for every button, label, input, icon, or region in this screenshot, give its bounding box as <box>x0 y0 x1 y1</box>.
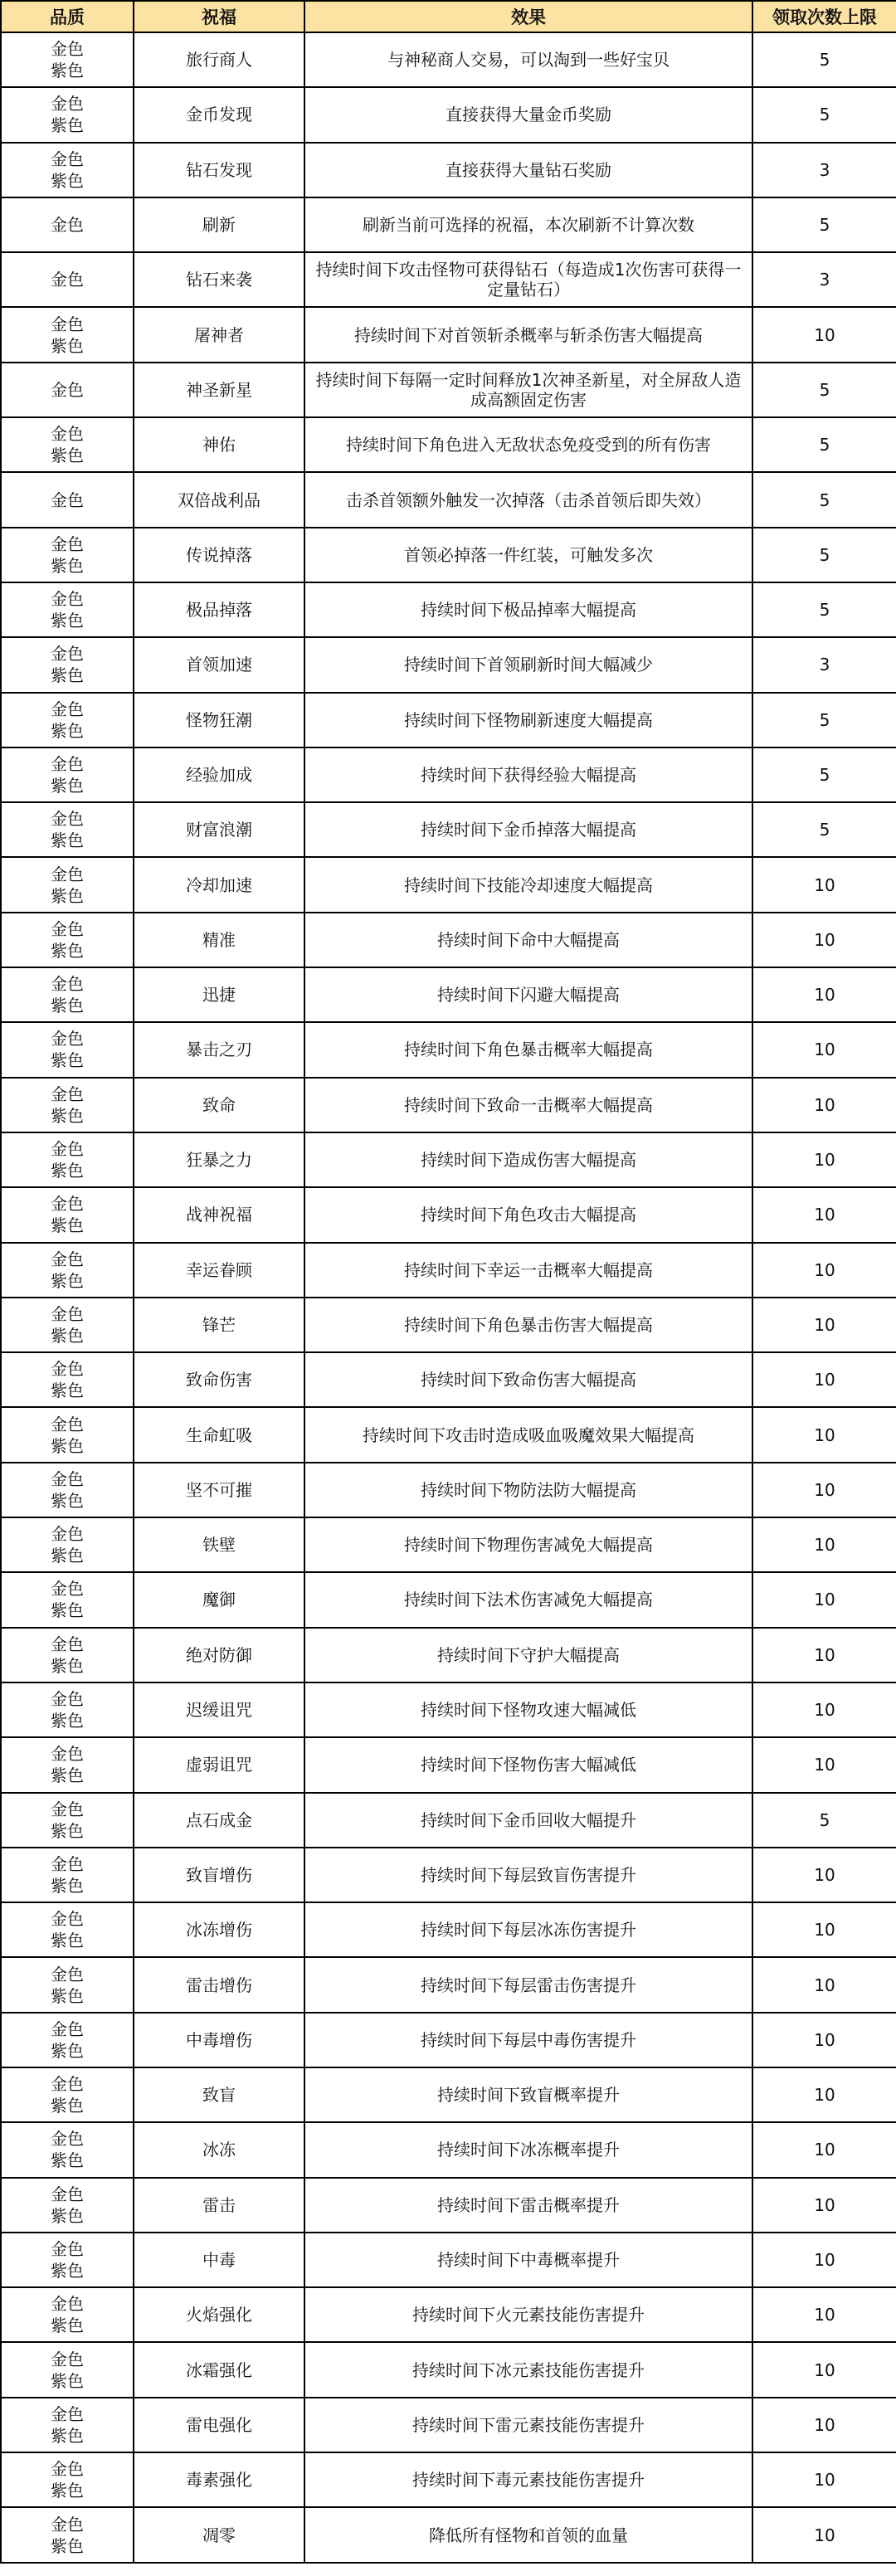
grade-cell: 金色 紫色 <box>1 417 134 472</box>
grade-cell: 金色 紫色 <box>1 637 134 692</box>
effect-cell: 持续时间下雷击概率提升 <box>304 2178 752 2233</box>
effect-cell: 持续时间下法术伤害减免大幅提高 <box>304 1572 752 1627</box>
limit-cell: 5 <box>752 528 896 582</box>
effect-cell: 持续时间下致命伤害大幅提高 <box>304 1352 752 1407</box>
effect-cell: 持续时间下毒元素技能伤害提升 <box>304 2452 752 2507</box>
effect-cell: 持续时间下攻击怪物可获得钻石（每造成1次伤害可获得一定量钻石） <box>304 252 752 307</box>
limit-cell: 5 <box>752 582 896 637</box>
grade-cell: 金色 紫色 <box>1 1957 134 2012</box>
table-row <box>1 2342 896 2397</box>
table-row <box>1 1407 896 1462</box>
grade-cell: 金色 紫色 <box>1 1407 134 1462</box>
limit-cell: 10 <box>752 1078 896 1132</box>
blessing-name-cell: 冰冻增伤 <box>134 1902 304 1957</box>
grade-cell: 金色 紫色 <box>1 802 134 857</box>
blessing-name-cell: 铁壁 <box>134 1517 304 1572</box>
table-row <box>1 32 896 87</box>
grade-cell: 金色 紫色 <box>1 2452 134 2507</box>
blessing-name-cell: 神圣新星 <box>134 363 304 417</box>
limit-cell: 10 <box>752 2233 896 2287</box>
blessing-name-cell: 极品掉落 <box>134 582 304 637</box>
effect-cell: 持续时间下角色进入无敌状态免疫受到的所有伤害 <box>304 417 752 472</box>
blessing-name-cell: 幸运眷顾 <box>134 1243 304 1298</box>
table-row <box>1 1187 896 1242</box>
blessing-name-cell: 财富浪潮 <box>134 802 304 857</box>
limit-cell: 10 <box>752 1737 896 1792</box>
table-row <box>1 1132 896 1187</box>
limit-cell: 10 <box>752 967 896 1022</box>
blessing-name-cell: 致命伤害 <box>134 1352 304 1407</box>
grade-cell: 金色 <box>1 252 134 307</box>
limit-cell: 10 <box>752 2507 896 2562</box>
effect-cell: 持续时间下金币掉落大幅提高 <box>304 802 752 857</box>
table-row <box>1 582 896 637</box>
table-row <box>1 143 896 197</box>
blessing-name-cell: 迟缓诅咒 <box>134 1682 304 1737</box>
table-row <box>1 2233 896 2287</box>
table-row <box>1 1517 896 1572</box>
grade-cell: 金色 紫色 <box>1 1022 134 1077</box>
blessing-name-cell: 传说掉落 <box>134 528 304 582</box>
effect-cell: 持续时间下幸运一击概率大幅提高 <box>304 1243 752 1298</box>
blessing-name-cell: 神佑 <box>134 417 304 472</box>
limit-cell: 3 <box>752 252 896 307</box>
table-row <box>1 747 896 802</box>
blessing-name-cell: 毒素强化 <box>134 2452 304 2507</box>
effect-cell: 持续时间下对首领斩杀概率与斩杀伤害大幅提高 <box>304 307 752 362</box>
limit-cell: 5 <box>752 32 896 87</box>
table-row <box>1 1022 896 1077</box>
table-row <box>1 637 896 692</box>
blessing-name-cell: 怪物狂潮 <box>134 693 304 747</box>
grade-cell: 金色 紫色 <box>1 1517 134 1572</box>
effect-cell: 击杀首领额外触发一次掉落（击杀首领后即失效） <box>304 472 752 527</box>
table-row <box>1 1298 896 1352</box>
blessing-name-cell: 生命虹吸 <box>134 1407 304 1462</box>
limit-cell: 5 <box>752 472 896 527</box>
table-row <box>1 1078 896 1132</box>
table-row <box>1 1243 896 1298</box>
limit-cell: 10 <box>752 2342 896 2397</box>
limit-cell: 10 <box>752 857 896 912</box>
grade-cell: 金色 紫色 <box>1 528 134 582</box>
header-grade: 品质 <box>1 1 134 32</box>
header-blessing: 祝福 <box>134 1 304 32</box>
grade-cell: 金色 紫色 <box>1 1572 134 1627</box>
blessing-name-cell: 冷却加速 <box>134 857 304 912</box>
effect-cell: 持续时间下命中大幅提高 <box>304 913 752 967</box>
grade-cell: 金色 紫色 <box>1 1737 134 1792</box>
limit-cell: 10 <box>752 1628 896 1682</box>
grade-cell: 金色 紫色 <box>1 1352 134 1407</box>
grade-cell: 金色 紫色 <box>1 693 134 747</box>
blessing-name-cell: 双倍战利品 <box>134 472 304 527</box>
effect-cell: 持续时间下获得经验大幅提高 <box>304 747 752 802</box>
limit-cell: 10 <box>752 2013 896 2067</box>
table-row <box>1 802 896 857</box>
blessing-name-cell: 虚弱诅咒 <box>134 1737 304 1792</box>
effect-cell: 持续时间下造成伤害大幅提高 <box>304 1132 752 1187</box>
grade-cell: 金色 紫色 <box>1 2398 134 2452</box>
limit-cell: 10 <box>752 2067 896 2122</box>
grade-cell: 金色 <box>1 472 134 527</box>
blessing-name-cell: 致命 <box>134 1078 304 1132</box>
table-row <box>1 197 896 252</box>
grade-cell: 金色 <box>1 197 134 252</box>
table-row <box>1 1848 896 1902</box>
blessing-name-cell: 中毒增伤 <box>134 2013 304 2067</box>
effect-cell: 降低所有怪物和首领的血量 <box>304 2507 752 2562</box>
limit-cell: 10 <box>752 2452 896 2507</box>
table-row <box>1 2013 896 2067</box>
grade-cell: 金色 紫色 <box>1 307 134 362</box>
blessing-name-cell: 战神祝福 <box>134 1187 304 1242</box>
table-row <box>1 472 896 527</box>
grade-cell: 金色 紫色 <box>1 857 134 912</box>
blessing-name-cell: 精准 <box>134 913 304 967</box>
table-row <box>1 967 896 1022</box>
blessing-name-cell: 火焰强化 <box>134 2287 304 2342</box>
header-limit: 领取次数上限 <box>752 1 896 32</box>
table-row <box>1 252 896 307</box>
effect-cell: 与神秘商人交易，可以淘到一些好宝贝 <box>304 32 752 87</box>
blessing-name-cell: 刷新 <box>134 197 304 252</box>
effect-cell: 持续时间下角色暴击概率大幅提高 <box>304 1022 752 1077</box>
grade-cell: 金色 紫色 <box>1 913 134 967</box>
limit-cell: 10 <box>752 1352 896 1407</box>
effect-cell: 直接获得大量金币奖励 <box>304 87 752 142</box>
table-row <box>1 913 896 967</box>
effect-cell: 持续时间下金币回收大幅提升 <box>304 1793 752 1848</box>
limit-cell: 10 <box>752 2178 896 2233</box>
grade-cell: 金色 紫色 <box>1 582 134 637</box>
table-row <box>1 2122 896 2177</box>
blessing-name-cell: 致盲增伤 <box>134 1848 304 1902</box>
effect-cell: 持续时间下每层雷击伤害提升 <box>304 1957 752 2012</box>
effect-cell: 首领必掉落一件红装，可触发多次 <box>304 528 752 582</box>
table-row <box>1 1352 896 1407</box>
effect-cell: 持续时间下致盲概率提升 <box>304 2067 752 2122</box>
blessing-name-cell: 致盲 <box>134 2067 304 2122</box>
table-row <box>1 1902 896 1957</box>
grade-cell: 金色 紫色 <box>1 2013 134 2067</box>
blessing-name-cell: 冰冻 <box>134 2122 304 2177</box>
table-row <box>1 417 896 472</box>
limit-cell: 10 <box>752 1902 896 1957</box>
limit-cell: 5 <box>752 197 896 252</box>
grade-cell: 金色 紫色 <box>1 2507 134 2562</box>
table-row <box>1 1793 896 1848</box>
grade-cell: 金色 紫色 <box>1 967 134 1022</box>
blessing-name-cell: 点石成金 <box>134 1793 304 1848</box>
table-row <box>1 363 896 417</box>
blessing-name-cell: 金币发现 <box>134 87 304 142</box>
limit-cell: 3 <box>752 637 896 692</box>
effect-cell: 持续时间下每层中毒伤害提升 <box>304 2013 752 2067</box>
effect-cell: 持续时间下角色攻击大幅提高 <box>304 1187 752 1242</box>
table-row <box>1 307 896 362</box>
limit-cell: 5 <box>752 693 896 747</box>
table-row <box>1 1572 896 1627</box>
blessing-name-cell: 钻石发现 <box>134 143 304 197</box>
limit-cell: 10 <box>752 2398 896 2452</box>
blessing-name-cell: 雷击增伤 <box>134 1957 304 2012</box>
grade-cell: 金色 紫色 <box>1 1463 134 1517</box>
grade-cell: 金色 紫色 <box>1 2122 134 2177</box>
effect-cell: 持续时间下极品掉率大幅提高 <box>304 582 752 637</box>
blessing-name-cell: 坚不可摧 <box>134 1463 304 1517</box>
table-row <box>1 2452 896 2507</box>
limit-cell: 10 <box>752 1022 896 1077</box>
effect-cell: 持续时间下怪物伤害大幅减低 <box>304 1737 752 1792</box>
limit-cell: 5 <box>752 417 896 472</box>
grade-cell: 金色 紫色 <box>1 1902 134 1957</box>
table-row <box>1 1682 896 1737</box>
grade-cell: 金色 紫色 <box>1 1628 134 1682</box>
limit-cell: 10 <box>752 1243 896 1298</box>
grade-cell: 金色 紫色 <box>1 1298 134 1352</box>
limit-cell: 10 <box>752 1187 896 1242</box>
table-row <box>1 1628 896 1682</box>
grade-cell: 金色 紫色 <box>1 2067 134 2122</box>
blessing-name-cell: 凋零 <box>134 2507 304 2562</box>
grade-cell: 金色 紫色 <box>1 2178 134 2233</box>
grade-cell: 金色 紫色 <box>1 1243 134 1298</box>
limit-cell: 10 <box>752 1298 896 1352</box>
limit-cell: 3 <box>752 143 896 197</box>
header-row <box>1 1 896 32</box>
grade-cell: 金色 <box>1 363 134 417</box>
blessing-name-cell: 狂暴之力 <box>134 1132 304 1187</box>
grade-cell: 金色 紫色 <box>1 1132 134 1187</box>
limit-cell: 5 <box>752 87 896 142</box>
effect-cell: 持续时间下冰元素技能伤害提升 <box>304 2342 752 2397</box>
blessing-name-cell: 屠神者 <box>134 307 304 362</box>
effect-cell: 持续时间下致命一击概率大幅提高 <box>304 1078 752 1132</box>
limit-cell: 10 <box>752 307 896 362</box>
limit-cell: 10 <box>752 2287 896 2342</box>
grade-cell: 金色 紫色 <box>1 1682 134 1737</box>
grade-cell: 金色 紫色 <box>1 1848 134 1902</box>
effect-cell: 持续时间下每层致盲伤害提升 <box>304 1848 752 1902</box>
effect-cell: 持续时间下每隔一定时间释放1次神圣新星，对全屏敌人造成高额固定伤害 <box>304 363 752 417</box>
grade-cell: 金色 紫色 <box>1 87 134 142</box>
blessing-name-cell: 迅捷 <box>134 967 304 1022</box>
blessing-name-cell: 绝对防御 <box>134 1628 304 1682</box>
blessing-name-cell: 旅行商人 <box>134 32 304 87</box>
effect-cell: 持续时间下角色暴击伤害大幅提高 <box>304 1298 752 1352</box>
effect-cell: 持续时间下物理伤害减免大幅提高 <box>304 1517 752 1572</box>
limit-cell: 10 <box>752 1848 896 1902</box>
effect-cell: 刷新当前可选择的祝福，本次刷新不计算次数 <box>304 197 752 252</box>
limit-cell: 5 <box>752 363 896 417</box>
limit-cell: 5 <box>752 747 896 802</box>
header-effect: 效果 <box>304 1 752 32</box>
grade-cell: 金色 紫色 <box>1 32 134 87</box>
grade-cell: 金色 紫色 <box>1 747 134 802</box>
table-row <box>1 1463 896 1517</box>
table-row <box>1 2398 896 2452</box>
limit-cell: 10 <box>752 1132 896 1187</box>
effect-cell: 持续时间下守护大幅提高 <box>304 1628 752 1682</box>
limit-cell: 10 <box>752 913 896 967</box>
table-row <box>1 693 896 747</box>
table-row <box>1 1957 896 2012</box>
effect-cell: 持续时间下闪避大幅提高 <box>304 967 752 1022</box>
effect-cell: 持续时间下怪物刷新速度大幅提高 <box>304 693 752 747</box>
effect-cell: 持续时间下首领刷新时间大幅减少 <box>304 637 752 692</box>
blessing-name-cell: 经验加成 <box>134 747 304 802</box>
blessing-name-cell: 首领加速 <box>134 637 304 692</box>
limit-cell: 10 <box>752 1957 896 2012</box>
limit-cell: 10 <box>752 2122 896 2177</box>
limit-cell: 10 <box>752 1517 896 1572</box>
limit-cell: 5 <box>752 802 896 857</box>
blessing-name-cell: 雷击 <box>134 2178 304 2233</box>
effect-cell: 持续时间下物防法防大幅提高 <box>304 1463 752 1517</box>
grade-cell: 金色 紫色 <box>1 2287 134 2342</box>
table-row <box>1 2507 896 2562</box>
effect-cell: 直接获得大量钻石奖励 <box>304 143 752 197</box>
effect-cell: 持续时间下冰冻概率提升 <box>304 2122 752 2177</box>
grade-cell: 金色 紫色 <box>1 1793 134 1848</box>
limit-cell: 10 <box>752 1407 896 1462</box>
effect-cell: 持续时间下每层冰冻伤害提升 <box>304 1902 752 1957</box>
blessing-name-cell: 魔御 <box>134 1572 304 1627</box>
blessing-name-cell: 中毒 <box>134 2233 304 2287</box>
table-row <box>1 2067 896 2122</box>
limit-cell: 10 <box>752 1463 896 1517</box>
grade-cell: 金色 紫色 <box>1 143 134 197</box>
table-row <box>1 1737 896 1792</box>
grade-cell: 金色 紫色 <box>1 2342 134 2397</box>
effect-cell: 持续时间下火元素技能伤害提升 <box>304 2287 752 2342</box>
grade-cell: 金色 紫色 <box>1 1187 134 1242</box>
effect-cell: 持续时间下雷元素技能伤害提升 <box>304 2398 752 2452</box>
grade-cell: 金色 紫色 <box>1 2233 134 2287</box>
effect-cell: 持续时间下技能冷却速度大幅提高 <box>304 857 752 912</box>
table-body <box>1 32 896 2563</box>
table-row <box>1 857 896 912</box>
blessing-name-cell: 雷电强化 <box>134 2398 304 2452</box>
limit-cell: 10 <box>752 1682 896 1737</box>
effect-cell: 持续时间下怪物攻速大幅减低 <box>304 1682 752 1737</box>
limit-cell: 5 <box>752 1793 896 1848</box>
limit-cell: 10 <box>752 1572 896 1627</box>
table-row <box>1 528 896 582</box>
table-row <box>1 2178 896 2233</box>
effect-cell: 持续时间下中毒概率提升 <box>304 2233 752 2287</box>
blessing-name-cell: 锋芒 <box>134 1298 304 1352</box>
table-row <box>1 87 896 142</box>
blessing-name-cell: 暴击之刃 <box>134 1022 304 1077</box>
table-row <box>1 2287 896 2342</box>
blessing-name-cell: 冰霜强化 <box>134 2342 304 2397</box>
effect-cell: 持续时间下攻击时造成吸血吸魔效果大幅提高 <box>304 1407 752 1462</box>
grade-cell: 金色 紫色 <box>1 1078 134 1132</box>
blessing-name-cell: 钻石来袭 <box>134 252 304 307</box>
